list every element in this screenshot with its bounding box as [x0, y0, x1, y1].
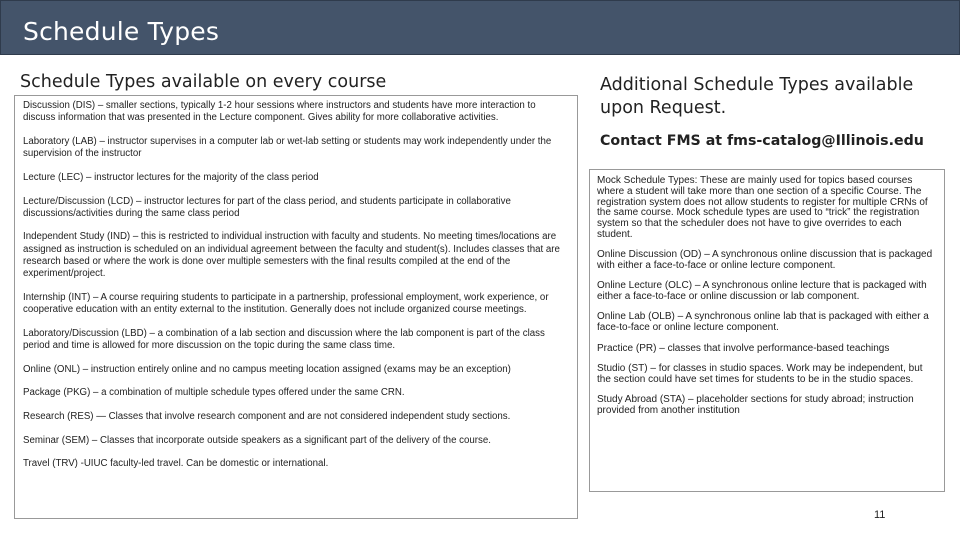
schedule-type-sem: Seminar (SEM) – Classes that incorporate outside speakers as a significant part of the delivery of the course. — [23, 434, 491, 446]
right-column-heading: Additional Schedule Types available upon Request. — [600, 75, 914, 118]
schedule-type-trv: Travel (TRV) -UIUC faculty-led travel. Can be domestic or international. — [23, 458, 329, 470]
page-number: 11 — [874, 509, 886, 521]
slide-header — [0, 0, 960, 55]
schedule-type-st: Studio (ST) – for classes in studio spaces. Work may be independent, but the section could have set times for students to be in the studio spaces. — [597, 362, 923, 385]
schedule-type-olc: Online Lecture (OLC) – A synchronous online lecture that is packaged with either a face-to-face or online discussion or lab component. — [597, 280, 927, 303]
schedule-type-ind: Independent Study (IND) – this is restricted to individual instruction with faculty and students. No meeting times/locations are assigned as instruction is scheduled on an individual agreement between the faculty and student(s). Includes classes that are research based or where the work is done over multiple semesters with the final results compiled at the end of the experiment/project. — [23, 231, 560, 280]
schedule-type-olb: Online Lab (OLB) – A synchronous online lab that is packaged with either a face-to-face or online lecture component. — [597, 311, 929, 334]
schedule-type-int: Internship (INT) – A course requiring students to participate in a partnership, professional employment, work experience, or cooperative education with an entity external to the institution. Generally does not include organized course meetings. — [23, 291, 549, 315]
schedule-type-od: Online Discussion (OD) – A synchronous online discussion that is packaged with either a face-to-face or online lecture component. — [597, 249, 933, 272]
schedule-type-sta: Study Abroad (STA) – placeholder sections for study abroad; instruction provided from another institution — [597, 393, 914, 416]
left-column-heading: Schedule Types available on every course — [20, 72, 387, 92]
slide-title: Schedule Types — [23, 17, 220, 46]
schedule-type-dis: Discussion (DIS) – smaller sections, typically 1-2 hour sessions where instructors and students have more interaction to discuss information that was presented in the Lecture component. Gives ability for more collaborative activities. — [23, 100, 536, 124]
schedule-type-lab: Laboratory (LAB) – instructor supervises in a computer lab or wet-lab setting or students may work independently under the supervision of the instructor — [23, 135, 552, 160]
request-schedule-types-box — [589, 169, 945, 492]
contact-email: Contact FMS at fms-catalog@Illinois.edu — [600, 133, 924, 149]
schedule-type-onl: Online (ONL) – instruction entirely online and no campus meeting location assigned (exams may be an exception) — [23, 363, 511, 375]
schedule-type-pkg: Package (PKG) – a combination of multiple schedule types offered under the same CRN. — [23, 387, 405, 399]
schedule-type-lec: Lecture (LEC) – instructor lectures for the majority of the class period — [23, 171, 319, 183]
standard-schedule-types-box — [14, 95, 578, 519]
schedule-type-lcd: Lecture/Discussion (LCD) – instructor lectures for part of the class period, and students participate in collaborative discussions/activities during the same class period — [23, 195, 511, 219]
schedule-type-pr: Practice (PR) – classes that involve performance-based teachings — [597, 342, 890, 354]
schedule-type-mock: Mock Schedule Types: These are mainly used for topics based courses where a student will take more than one section of a specific Course. The registration system does not allow students to register for multiple CRNs of the same course. Mock schedule types are used to “trick” the registration system so that the scheduler does not have to give overrides to each student. — [597, 175, 928, 240]
schedule-type-res: Research (RES) — Classes that involve research component and are not considered independent study sections. — [23, 410, 511, 422]
schedule-type-lbd: Laboratory/Discussion (LBD) – a combination of a lab section and discussion where the lab component is part of the class period and time is allowed for more discussion on the topic during the same class time. — [23, 327, 545, 351]
